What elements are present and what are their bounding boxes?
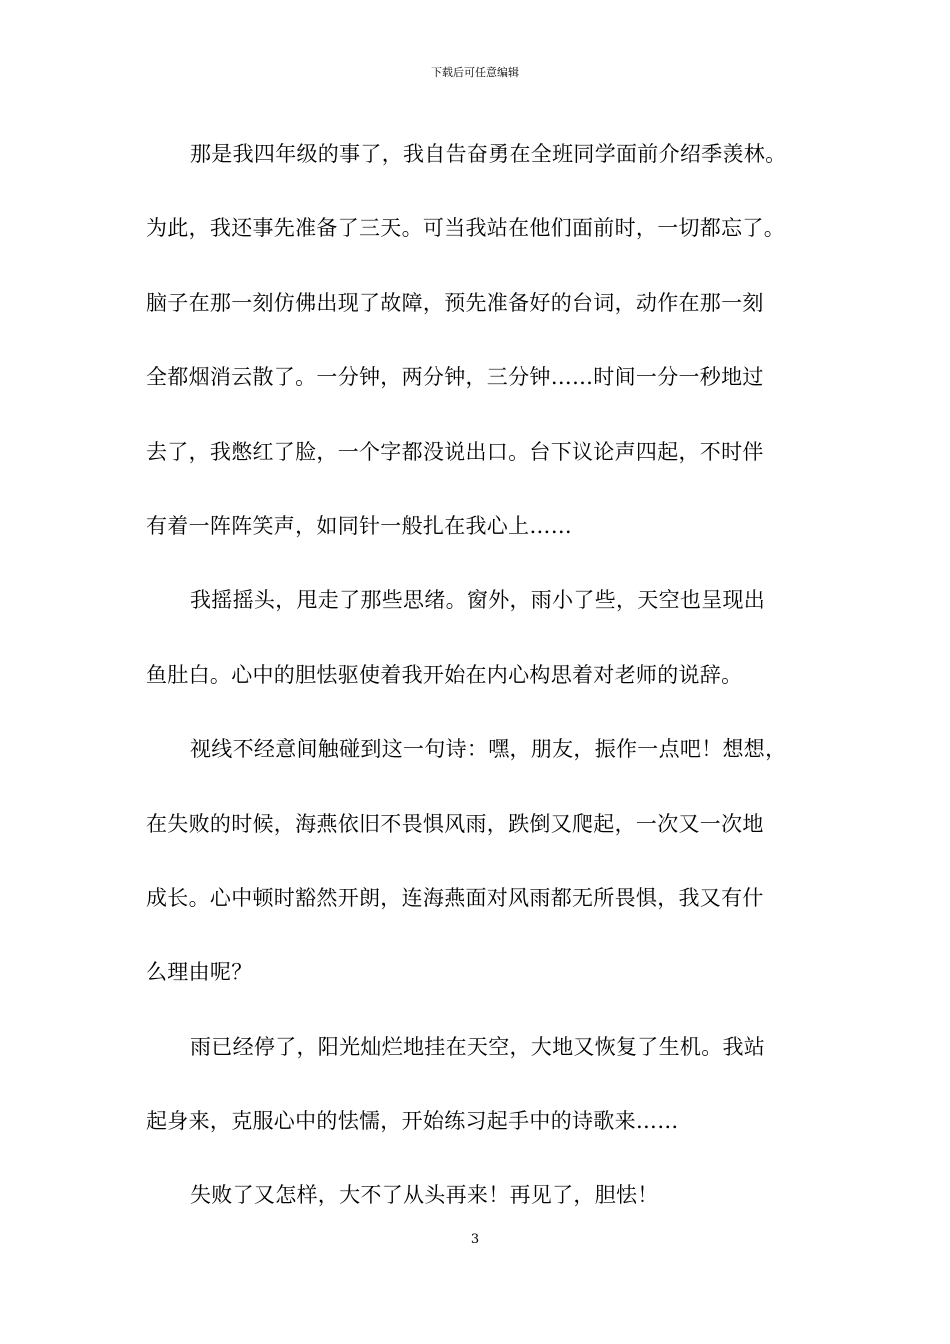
- paragraph-line: 视线不经意间触碰到这一句诗：嘿，朋友，振作一点吧！想想，: [190, 737, 787, 762]
- paragraph-line: 雨已经停了，阳光灿烂地挂在天空，大地又恢复了生机。我站: [190, 1034, 766, 1059]
- paragraph-line: 在失败的时候，海燕依旧不畏惧风雨，跌倒又爬起，一次又一次地: [146, 811, 764, 836]
- page-number: 3: [470, 1232, 480, 1247]
- paragraph-line: 鱼肚白。心中的胆怯驱使着我开始在内心构思着对老师的说辞。: [146, 662, 743, 687]
- paragraph-line: 全都烟消云散了。一分钟，两分钟，三分钟……时间一分一秒地过: [146, 365, 764, 390]
- paragraph-line: 成长。心中顿时豁然开朗，连海燕面对风雨都无所畏惧，我又有什: [146, 885, 764, 910]
- paragraph-line: 失败了又怎样，大不了从头再来！再见了，胆怯！: [190, 1183, 659, 1208]
- paragraph-line: 起身来，克服心中的怯懦，开始练习起手中的诗歌来……: [146, 1109, 679, 1134]
- paragraph-line: 去了，我憋红了脸，一个字都没说出口。台下议论声四起，不时伴: [146, 439, 764, 464]
- paragraph-line: 为此，我还事先准备了三天。可当我站在他们面前时，一切都忘了。: [146, 216, 785, 241]
- paragraph-line: 我摇摇头，甩走了那些思绪。窗外，雨小了些，天空也呈现出: [190, 588, 766, 613]
- page-header: 下载后可任意编辑: [431, 66, 519, 79]
- paragraph-line: 有着一阵阵笑声，如同针一般扎在我心上……: [146, 513, 572, 538]
- document-body: [146, 134, 826, 1250]
- paragraph-line: 脑子在那一刻仿佛出现了故障，预先准备好的台词，动作在那一刻: [146, 290, 764, 315]
- paragraph-line: 么理由呢？: [146, 960, 253, 985]
- paragraph-line: 那是我四年级的事了，我自告奋勇在全班同学面前介绍季羡林。: [190, 142, 787, 166]
